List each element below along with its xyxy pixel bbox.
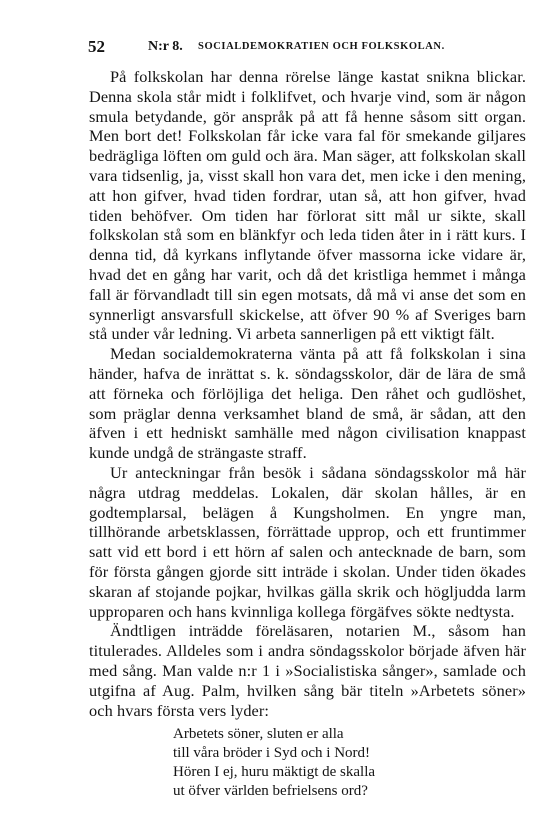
poem-line: ut öfver världen befrielsens ord? xyxy=(173,783,368,799)
page-number: 52 xyxy=(88,37,105,56)
paragraph: Medan socialdemokraterna vänta på att få folkskolan i sina händer, hafva de inrättat s. k. söndagsskolor, där de lära de små att förneka och förlöjliga det heliga. Den råhet och gudlöshet, som präglar denna verksamhet bland de små, är sådan, att den äfven i ett hedniskt samhälle med någon civilisation knappast kunde undgå de strängaste straff. xyxy=(89,344,526,463)
poem-line: Hören I ej, huru mäktigt de skalla xyxy=(173,764,376,780)
issue-number: N:r 8. xyxy=(148,39,183,54)
paragraph: På folkskolan har denna rörelse länge kastat snikna blickar. Denna skola står midt i folklifvet, och hvarje vind, som är någon smula betydande, gör anspråk på att få henne såsom sitt organ. Men bort det! Folkskolan får icke vara fal för smekande giljares bedrägliga löften om guld och ära. Man säger, att folkskolan skall vara tidsenlig, ja, visst skall hon vara det, men icke i den mening, att hon gifver, hvad tiden fordrar, utan så, att hon gifver, hvad tiden behöfver. Om tiden har förlorat sitt mål ur sikte, skall folkskolan stå som en blänkfyr och leda tiden åter in i rätt kurs. I denna tid, då kyrkans inflytande öfver massorna icke vidare är, hvad det en gång har varit, och då det kristliga hemmet i många fall är förvandladt till sin egen motsats, då må vi anse det som en synnerligt ansvarsfull skickelse, att öfver 90 % af Sveriges barn stå under vår ledning. Vi arbeta sannerligen på ett viktigt fält. xyxy=(89,67,526,344)
running-header xyxy=(88,37,528,57)
paragraph: Ur anteckningar från besök i sådana söndagsskolor må här några utdrag meddelas. Lokalen, där skolan hålles, är en godtemplarsal, belägen å Kungsholmen. En yngre man, tillhörande arbetsklassen, förrättade upprop, och ett fruntimmer satt vid ett bord i ett hörn af salen och antecknade de barn, som för första gången gjorde sitt inträde i skolan. Under tiden ökades skaran af stojande pojkar, hvilkas gälla skrik och högljudda larm upproparen och hans kvinnliga kollega förgäfves sökte nedtysta. xyxy=(89,462,526,621)
poem-verse xyxy=(173,725,473,801)
poem-line: till våra bröder i Syd och i Nord! xyxy=(173,745,371,761)
running-title: SOCIALDEMOKRATIEN OCH FOLKSKOLAN. xyxy=(198,41,445,52)
poem-line: Arbetets söner, sluten er alla xyxy=(173,726,344,742)
paragraph: Ändtligen inträdde föreläsaren, notarien M., såsom han titulerades. Alldeles som i andra söndagsskolor började äfven här med sång. Man valde n:r 1 i »Socialistiska sånger», samlade och utgifna af Aug. Palm, hvilken sång bär titeln »Arbetets söner» och hvars första vers lyder: xyxy=(89,621,526,720)
body-text xyxy=(89,67,526,720)
